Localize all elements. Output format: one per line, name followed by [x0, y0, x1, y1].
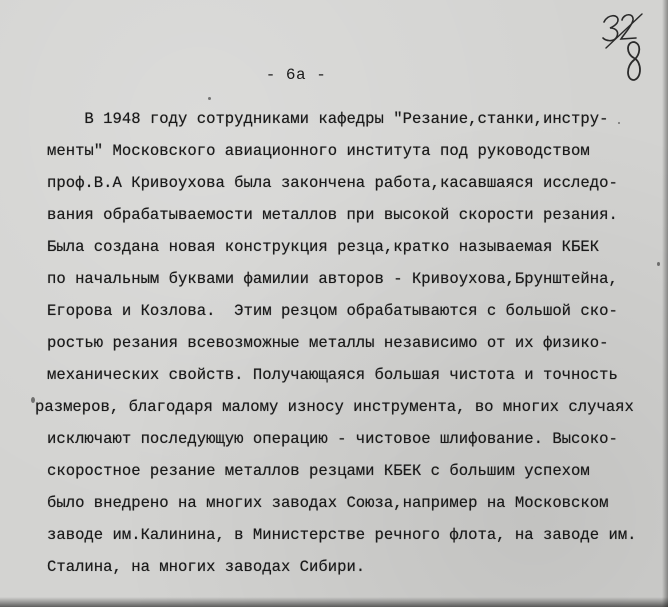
folio-number-mark	[598, 8, 658, 88]
handwritten-folio-icon	[598, 8, 658, 88]
text-line-14: заводе им.Калинина, в Министерстве речного флота, на заводе им.	[47, 526, 637, 544]
scan-speck	[31, 397, 35, 403]
text-line-7: Егорова и Козлова. Этим резцом обрабатываются с большой ско-	[47, 302, 618, 320]
page-number: - 6а -	[265, 66, 327, 84]
text-line-13: было внедрено на многих заводах Союза,например на Московском	[47, 494, 609, 512]
page-edge-shadow	[662, 0, 668, 607]
text-line-5: Была создана новая конструкция резца,кратко называемая КБЕК	[47, 238, 600, 256]
text-line-9: механических свойств. Получающаяся большая чистота и точность	[47, 366, 618, 384]
scan-speck	[618, 122, 620, 124]
scan-speck	[657, 262, 660, 266]
text-line-11: исключают последующую операцию - чистовое шлифование. Высоко-	[47, 430, 618, 448]
text-line-6: по начальным буквами фамилии авторов - Кривоухова,Брунштейна,	[47, 270, 618, 288]
text-line-3: проф.В.А Кривоухова была закончена работа,касавшаяся исследо-	[47, 174, 618, 192]
text-line-8: ростью резания всевозможные металлы независимо от их физико-	[47, 334, 609, 352]
text-line-2: менты" Московского авиационного института под руководством	[47, 142, 590, 160]
text-line-12: скоростное резание металлов резцами КБЕК с большим успехом	[47, 462, 590, 480]
page-bottom-shadow	[0, 597, 668, 607]
text-line-1: В 1948 году сотрудниками кафедры "Резание,станки,инстру-	[47, 110, 609, 128]
text-line-10: размеров, благодаря малому износу инструмента, во многих случаях	[35, 398, 634, 416]
text-line-15: Сталина, на многих заводах Сибири.	[47, 558, 366, 576]
scan-speck	[208, 97, 211, 100]
text-line-4: вания обрабатываемости металлов при высокой скорости резания.	[47, 206, 618, 224]
